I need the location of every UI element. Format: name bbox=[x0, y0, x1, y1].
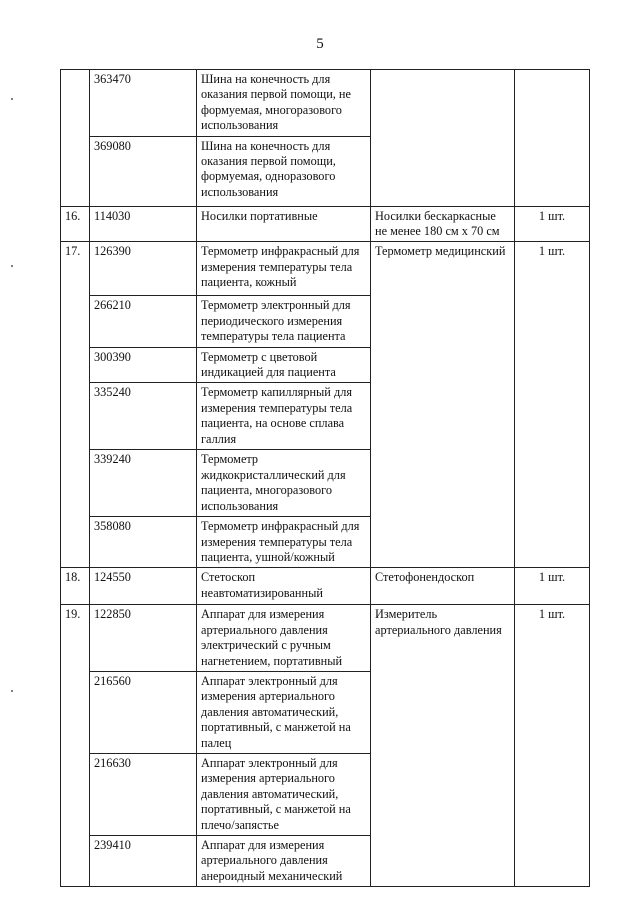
description-text: Шина на конечность для оказания первой помощи, формуемая, одноразового использования bbox=[201, 138, 336, 199]
code-cell: 335240 bbox=[90, 383, 197, 450]
description-text: Стетоскоп неавтоматизированный bbox=[201, 570, 323, 600]
code-cell: 126390 bbox=[90, 242, 197, 296]
description-text: Аппарат электронный для измерения артериального давления автоматический, портативный, с манжетой на плечо/запястье bbox=[201, 755, 351, 832]
scan-speck bbox=[11, 98, 13, 100]
description-cell bbox=[197, 517, 371, 568]
table-row bbox=[61, 605, 590, 672]
description-text: Носилки портативные bbox=[201, 208, 318, 223]
quantity-cell: 1 шт. bbox=[515, 242, 590, 568]
description-cell bbox=[197, 242, 371, 296]
row-number-cell bbox=[61, 70, 90, 207]
code-cell: 358080 bbox=[90, 517, 197, 568]
name-cell bbox=[371, 70, 515, 207]
description-text: Аппарат электронный для измерения артериального давления автоматический, портативный, с манжетой на палец bbox=[201, 673, 351, 750]
equipment-table bbox=[60, 69, 590, 887]
scan-speck bbox=[11, 690, 13, 692]
code-cell: 114030 bbox=[90, 206, 197, 242]
description-text: Термометр электронный для периодического измерения температуры тела пациента bbox=[201, 298, 351, 344]
scan-speck bbox=[11, 265, 13, 267]
description-text: Термометр инфракрасный для измерения температуры тела пациента, кожный bbox=[201, 244, 360, 290]
code-cell: 216560 bbox=[90, 671, 197, 753]
quantity-cell: 1 шт. bbox=[515, 605, 590, 887]
name-cell bbox=[371, 568, 515, 605]
code-cell: 124550 bbox=[90, 568, 197, 605]
quantity-cell bbox=[515, 70, 590, 207]
description-cell bbox=[197, 450, 371, 517]
description-text: Аппарат для измерения артериального давления анероидный механический bbox=[201, 838, 343, 883]
description-text: Шина на конечность для оказания первой помощи, не формуемая, многоразового использования bbox=[201, 72, 351, 133]
code-cell: 369080 bbox=[90, 136, 197, 206]
name-cell bbox=[371, 206, 515, 242]
code-cell: 339240 bbox=[90, 450, 197, 517]
quantity-cell: 1 шт. bbox=[515, 206, 590, 242]
name-cell bbox=[371, 242, 515, 568]
code-cell: 363470 bbox=[90, 70, 197, 137]
row-number-cell: 19. bbox=[61, 605, 90, 887]
description-text: Термометр жидкокристаллический для пациента, многоразового использования bbox=[201, 452, 346, 513]
row-number-cell: 16. bbox=[61, 206, 90, 242]
name-text: Носилки бескаркасные не менее 180 см х 70 см bbox=[375, 208, 500, 239]
row-number-cell: 18. bbox=[61, 568, 90, 605]
name-text: Термометр медицинский bbox=[375, 244, 506, 259]
table-row bbox=[61, 70, 590, 137]
description-cell bbox=[197, 753, 371, 835]
description-text: Термометр с цветовой индикацией для пациента bbox=[201, 349, 336, 380]
description-cell bbox=[197, 671, 371, 753]
table-row bbox=[61, 568, 590, 605]
page-number: 5 bbox=[316, 36, 324, 52]
description-cell bbox=[197, 568, 371, 605]
row-number-cell: 17. bbox=[61, 242, 90, 568]
description-cell bbox=[197, 605, 371, 672]
description-cell bbox=[197, 383, 371, 450]
table-row bbox=[61, 206, 590, 242]
description-cell bbox=[197, 206, 371, 242]
name-cell bbox=[371, 605, 515, 887]
description-cell bbox=[197, 296, 371, 347]
quantity-cell: 1 шт. bbox=[515, 568, 590, 605]
description-cell bbox=[197, 347, 371, 383]
description-text: Термометр инфракрасный для измерения температуры тела пациента, ушной/кожный bbox=[201, 519, 360, 564]
name-text: Стетофонендоскоп bbox=[375, 570, 475, 585]
name-text: Измеритель артериального давления bbox=[375, 607, 502, 637]
description-cell bbox=[197, 136, 371, 206]
code-cell: 300390 bbox=[90, 347, 197, 383]
description-cell bbox=[197, 836, 371, 887]
description-cell bbox=[197, 70, 371, 137]
code-cell: 216630 bbox=[90, 753, 197, 835]
description-text: Аппарат для измерения артериального давления электрический с ручным нагнетением, портативный bbox=[201, 607, 343, 668]
table-row bbox=[61, 242, 590, 296]
code-cell: 122850 bbox=[90, 605, 197, 672]
description-text: Термометр капиллярный для измерения температуры тела пациента, на основе сплава галлия bbox=[201, 385, 353, 446]
code-cell: 239410 bbox=[90, 836, 197, 887]
code-cell: 266210 bbox=[90, 296, 197, 347]
